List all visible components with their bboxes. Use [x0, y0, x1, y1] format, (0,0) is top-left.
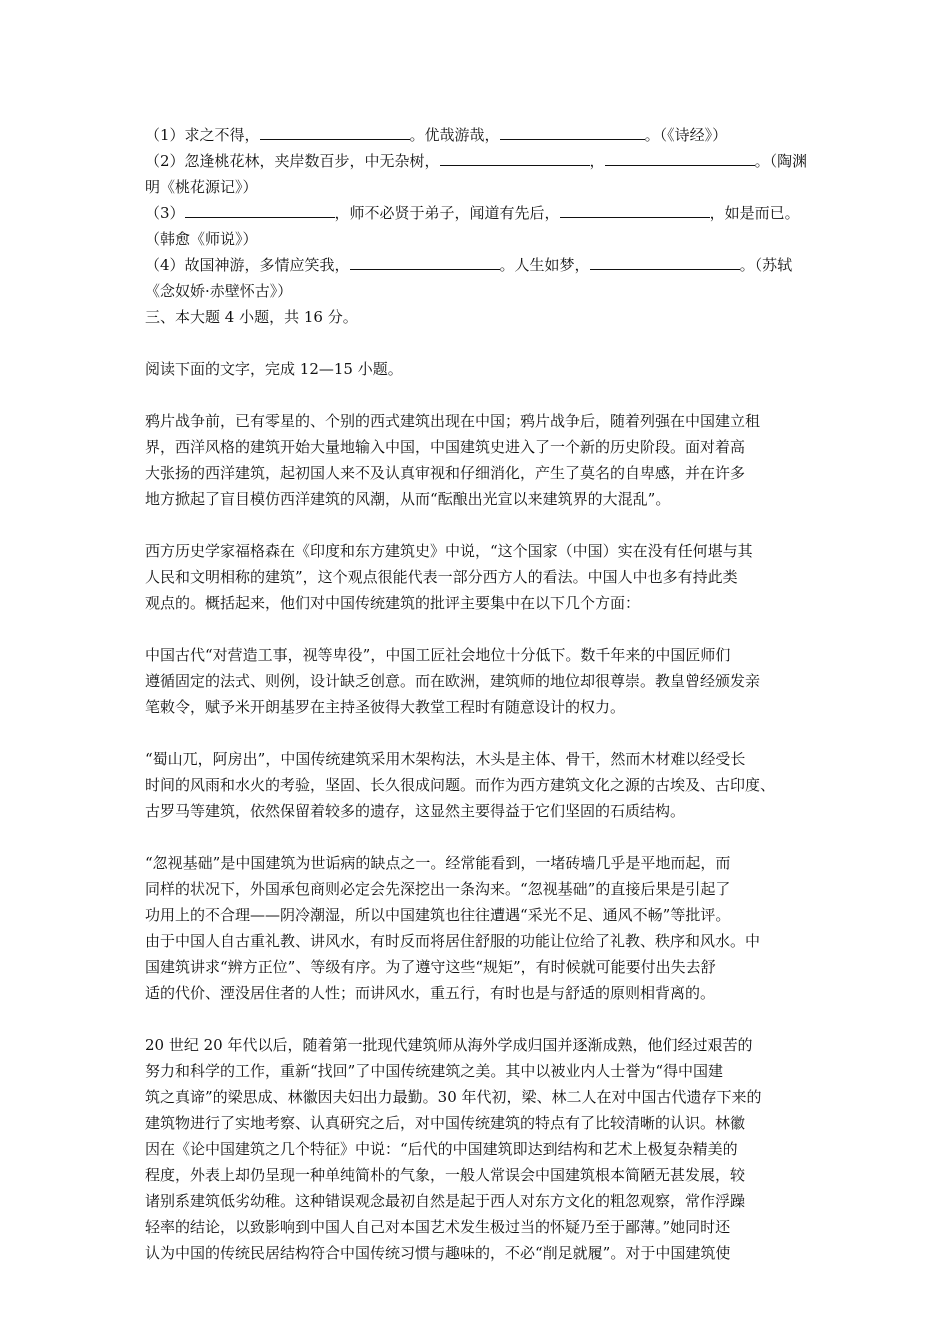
q4-prefix: （4）故国神游，多情应笑我，: [145, 256, 350, 274]
passage-paragraph: [145, 850, 815, 1006]
reading-instruction: 阅读下面的文字，完成 12—15 小题。: [145, 360, 403, 378]
passage-paragraph: [145, 1032, 815, 1266]
passage-line: 由于中国人自古重礼教、讲风水，有时反而将居住舒服的功能让位给了礼教、秩序和风水。中: [145, 932, 761, 950]
passage-line: 古罗马等建筑，依然保留着较多的遗存，这显然主要得益于它们坚固的石质结构。: [145, 802, 686, 820]
q3-prefix: （3）: [145, 204, 185, 222]
passage-line: 同样的状况下，外国承包商则必定会先深挖出一条沟来。“忽视基础”的直接后果是引起了: [145, 880, 731, 898]
fill-blank-q1: [145, 122, 815, 148]
passage-line: 笔敕令，赋予米开朗基罗在主持圣彼得大教堂工程时有随意设计的权力。: [145, 698, 626, 716]
passage-line: 西方历史学家福格森在《印度和东方建筑史》中说，“这个国家（中国）实在没有任何堪与其: [145, 542, 753, 560]
passage-line: 认为中国的传统民居结构符合中国传统习惯与趣味的，不必“削足就履”。对于中国建筑使: [145, 1244, 731, 1262]
passage-line: 观点的。概括起来，他们对中国传统建筑的批评主要集中在以下几个方面：: [145, 594, 641, 612]
q1-prefix: （1）求之不得，: [145, 126, 260, 144]
section-heading: 三、本大题 4 小题，共 16 分。: [145, 308, 358, 326]
passage-line: 适的代价、湮没居住者的人性；而讲风水，重五行，有时也是与舒适的原则相背离的。: [145, 984, 716, 1002]
passage-line: 因在《论中国建筑之几个特征》中说：“后代的中国建筑即达到结构和艺术上极复杂精美的: [145, 1140, 738, 1158]
passage-line: 功用上的不合理——阴冷潮湿，所以中国建筑也往往遭遇“采光不足、通风不畅”等批评。: [145, 906, 731, 924]
passage-line: 建筑物进行了实地考察、认真研究之后，对中国传统建筑的特点有了比较清晰的认识。林徽: [145, 1114, 746, 1132]
q2-blank-1[interactable]: [440, 148, 590, 166]
q2-suffix: 。（陶渊: [754, 152, 808, 170]
passage-line: 20 世纪 20 年代以后，随着第一批现代建筑师从海外学成归国并逐渐成熟，他们经过艰苦的: [145, 1036, 753, 1054]
passage-line: “忽视基础”是中国建筑为世诟病的缺点之一。经常能看到，一堵砖墙几乎是平地而起，而: [145, 854, 731, 872]
q4-blank-1[interactable]: [350, 252, 500, 270]
fill-blank-q4-cont: 《念奴娇·赤壁怀古》）: [145, 282, 293, 300]
passage-line: 筑之真谛”的梁思成、林徽因夫妇出力最勤。30 年代初，梁、林二人在对中国古代遗存下来的: [145, 1088, 762, 1106]
passage-line: 国建筑讲求“辨方正位”、等级有序。为了遵守这些“规矩”，有时候就可能要付出失去舒: [145, 958, 716, 976]
passage-line: 程度，外表上却仍呈现一种单纯简朴的气象，一般人常误会中国建筑根本简陋无甚发展，较: [145, 1166, 746, 1184]
passage-paragraph: [145, 538, 815, 616]
document-page: [145, 122, 815, 1266]
q3-suffix: ，如是而已。: [709, 204, 800, 222]
passage-line: 人民和文明相称的建筑”，这个观点很能代表一部分西方人的看法。中国人中也多有持此类: [145, 568, 738, 586]
fill-blank-q2: [145, 148, 815, 174]
passage-paragraph: [145, 408, 815, 512]
q1-blank-1[interactable]: [260, 122, 410, 140]
fill-blank-q4: [145, 252, 815, 278]
q1-suffix: 。（《诗经》）: [644, 126, 728, 144]
q3-blank-1[interactable]: [185, 200, 335, 218]
passage-line: 时间的风雨和水火的考验，坚固、长久很成问题。而作为西方建筑文化之源的古埃及、古印度、: [145, 776, 776, 794]
passage-line: 诸别系建筑低劣幼稚。这种错误观念最初自然是起于西人对东方文化的粗忽观察，常作浮躁: [145, 1192, 746, 1210]
passage-line: 遵循固定的法式、则例，设计缺乏创意。而在欧洲，建筑师的地位却很尊崇。教皇曾经颁发亲: [145, 672, 761, 690]
q2-blank-2[interactable]: [605, 148, 755, 166]
fill-blank-q3: [145, 200, 815, 226]
reading-passage: [145, 408, 815, 1266]
q2-prefix: （2）忽逢桃花林，夹岸数百步，中无杂树，: [145, 152, 440, 170]
q1-blank-2[interactable]: [500, 122, 645, 140]
fill-blank-q2-cont: 明《桃花源记》）: [145, 178, 258, 196]
q4-blank-2[interactable]: [590, 252, 740, 270]
passage-line: 地方掀起了盲目模仿西洋建筑的风潮，从而“酝酿出光宣以来建筑界的大混乱”。: [145, 490, 671, 508]
q4-suffix: 。（苏轼: [739, 256, 793, 274]
q4-middle: 。人生如梦，: [499, 256, 590, 274]
passage-line: 轻率的结论，以致影响到中国人自己对本国艺术发生极过当的怀疑乃至于鄙薄。”她同时还: [145, 1218, 731, 1236]
q3-blank-2[interactable]: [560, 200, 710, 218]
passage-paragraph: [145, 746, 815, 824]
passage-line: 努力和科学的工作，重新“找回”了中国传统建筑之美。其中以被业内人士誉为“得中国建: [145, 1062, 724, 1080]
passage-line: 大张扬的西洋建筑，起初国人来不及认真审视和仔细消化，产生了莫名的自卑感，并在许多: [145, 464, 746, 482]
passage-line: 鸦片战争前，已有零星的、个别的西式建筑出现在中国；鸦片战争后，随着列强在中国建立租: [145, 412, 761, 430]
q2-middle: ，: [589, 152, 605, 170]
passage-line: 界，西洋风格的建筑开始大量地输入中国，中国建筑史进入了一个新的历史阶段。面对着高: [145, 438, 746, 456]
passage-line: 中国古代“对营造工事，视等卑役”，中国工匠社会地位十分低下。数千年来的中国匠师们: [145, 646, 731, 664]
fill-blank-q3-cont: （韩愈《师说》）: [145, 230, 258, 248]
passage-paragraph: [145, 642, 815, 720]
q1-middle: 。优哉游哉，: [409, 126, 500, 144]
passage-line: “蜀山兀，阿房出”，中国传统建筑采用木架构法，木头是主体、骨干，然而木材难以经受长: [145, 750, 746, 768]
q3-middle: ，师不必贤于弟子，闻道有先后，: [334, 204, 560, 222]
